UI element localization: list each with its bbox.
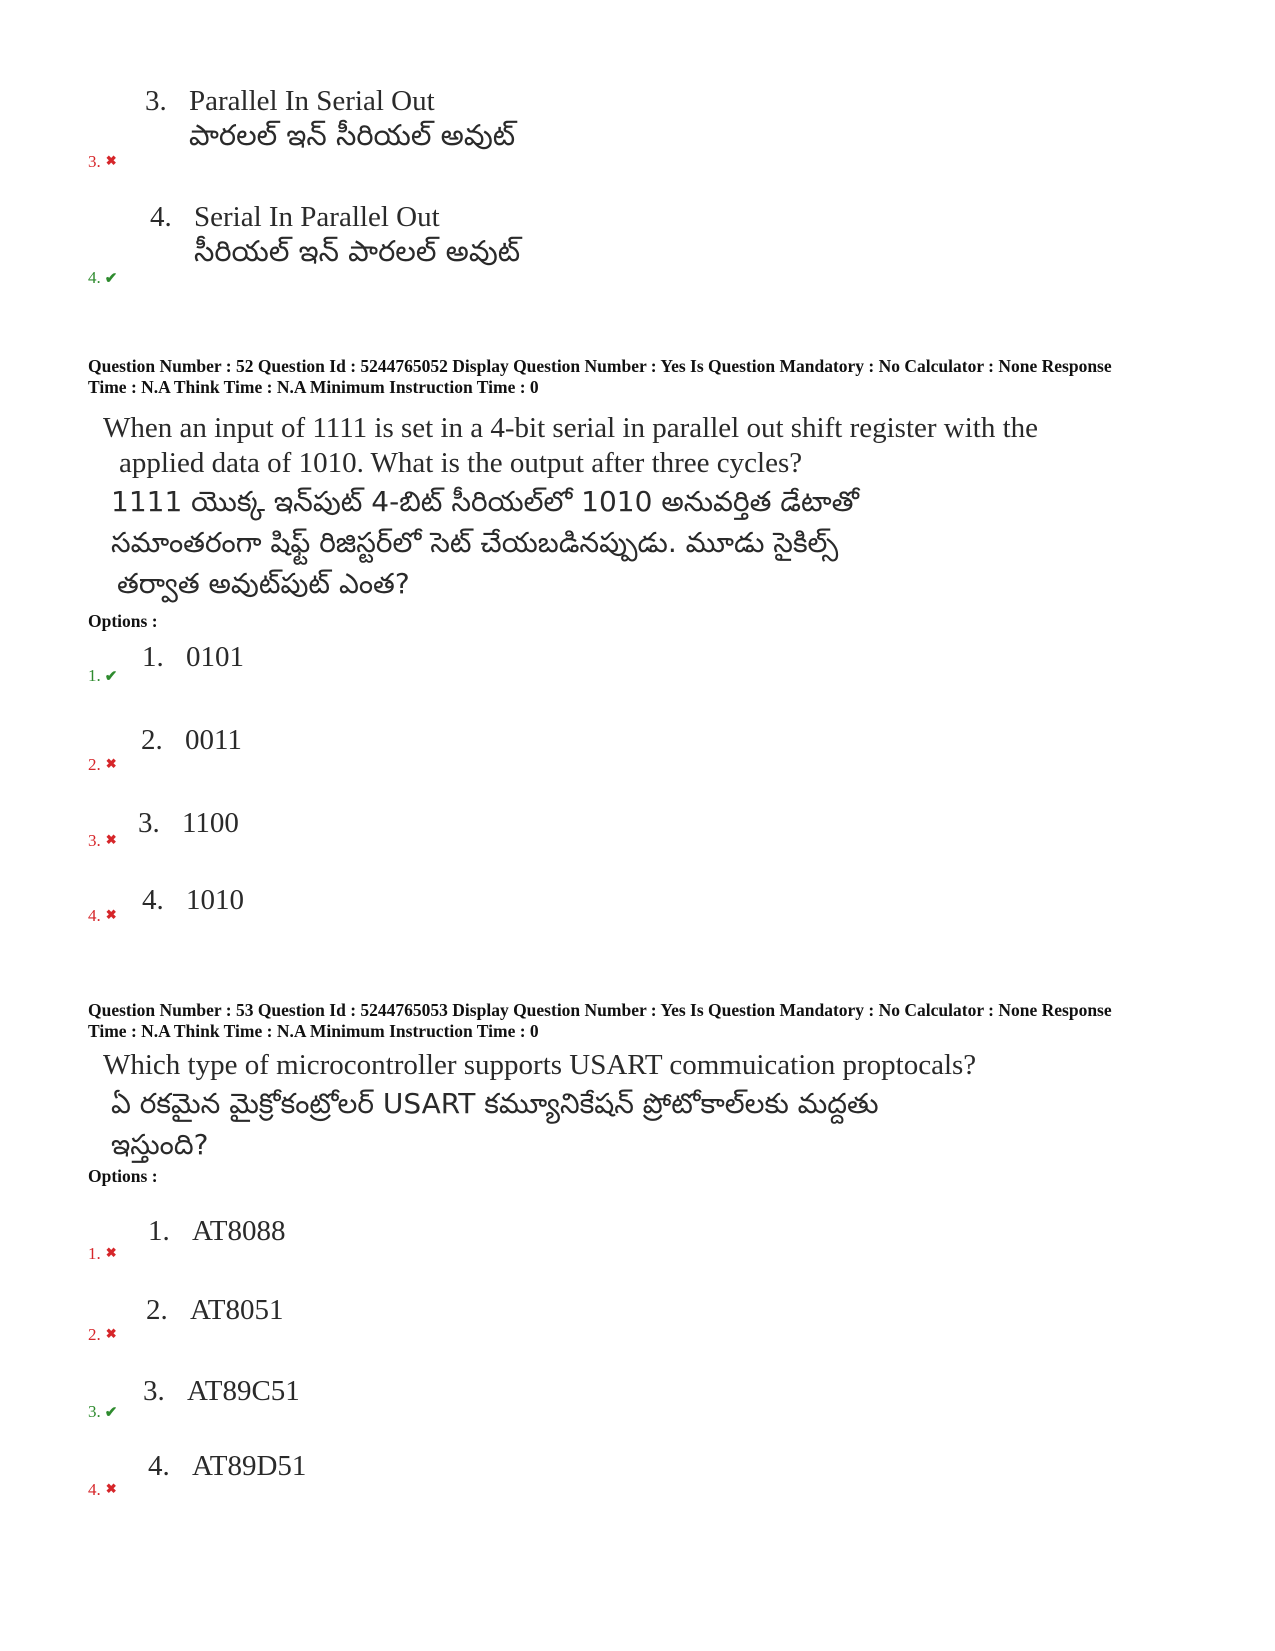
option-marker: 1. ✖	[88, 1244, 117, 1263]
option-telugu: సీరియల్ ఇన్ పారలల్ అవుట్	[194, 234, 521, 269]
check-icon: ✔	[104, 1405, 118, 1421]
check-icon: ✔	[104, 271, 118, 287]
cross-icon: ✖	[105, 1481, 117, 1496]
option-marker: 4. ✔	[88, 268, 118, 287]
option-marker: 3. ✔	[88, 1402, 118, 1421]
option-marker: 2. ✖	[88, 1325, 117, 1344]
question-meta: Question Number : 52 Question Id : 5244765052 Display Question Number : Yes Is Question Mandatory : No Calculator : None Response Time : N.A Think Time : N.A Minimum Instruction Time : 0	[88, 356, 1112, 397]
option-english: Parallel In Serial Out	[189, 85, 435, 117]
question-meta: Question Number : 53 Question Id : 5244765053 Display Question Number : Yes Is Question Mandatory : No Calculator : None Response Time : N.A Think Time : N.A Minimum Instruction Time : 0	[88, 1000, 1112, 1041]
check-icon: ✔	[104, 669, 118, 685]
options-label: Options :	[88, 611, 158, 631]
cross-icon: ✖	[105, 153, 117, 168]
option-text: 3. Parallel In Serial Out పారలల్ ఇన్ సీరియల్ అవుట్	[145, 85, 516, 153]
option-telugu: పారలల్ ఇన్ సీరియల్ అవుట్	[189, 118, 516, 153]
option-marker: 1. ✔	[88, 666, 118, 685]
option-marker: 3. ✖	[88, 831, 117, 850]
option-text: 3. 1100	[138, 807, 239, 839]
cross-icon: ✖	[105, 907, 117, 922]
option-marker: 4. ✖	[88, 1480, 117, 1499]
option-text: 2. AT8051	[146, 1294, 284, 1326]
options-label: Options :	[88, 1166, 158, 1186]
question-text: When an input of 1111 is set in a 4-bit serial in parallel out shift register with the applied data of 1010. What is the output after three cycles? 1111 యొక్క ఇన్‌పుట్ 4-బిట్ సీరియల్‌లో 1010 అనువర్తిత డేటాతో సమాంతరంగా షిఫ్ట్ రిజిస్టర్‌లో సెట్ చేయబడినప్పుడు. మూడు సైకిల్స్ తర్వాత అవుట్‌పుట్ ఎంత?	[103, 412, 1039, 600]
question-text: Which type of microcontroller supports USART commuication proptocals? ఏ రకమైన మైక్రోకంట్రోలర్ USART కమ్యూనికేషన్ ప్రోటోకాల్‌లకు మద్దతు ఇస్తుంది?	[103, 1049, 977, 1161]
cross-icon: ✖	[105, 756, 117, 771]
option-marker: 2. ✖	[88, 755, 117, 774]
cross-icon: ✖	[105, 1245, 117, 1260]
option-text: 3. AT89C51	[143, 1375, 300, 1407]
option-marker: 3. ✖	[88, 152, 117, 171]
option-text: 4. 1010	[142, 884, 244, 916]
option-text: 2. 0011	[141, 724, 242, 756]
cross-icon: ✖	[105, 832, 117, 847]
option-text: 1. AT8088	[148, 1215, 286, 1247]
option-text: 4. Serial In Parallel Out సీరియల్ ఇన్ పారలల్ అవుట్	[150, 201, 521, 269]
cross-icon: ✖	[105, 1326, 117, 1341]
option-text: 1. 0101	[142, 641, 244, 673]
option-english: Serial In Parallel Out	[194, 201, 440, 233]
option-text: 4. AT89D51	[148, 1450, 307, 1482]
option-marker: 4. ✖	[88, 906, 117, 925]
